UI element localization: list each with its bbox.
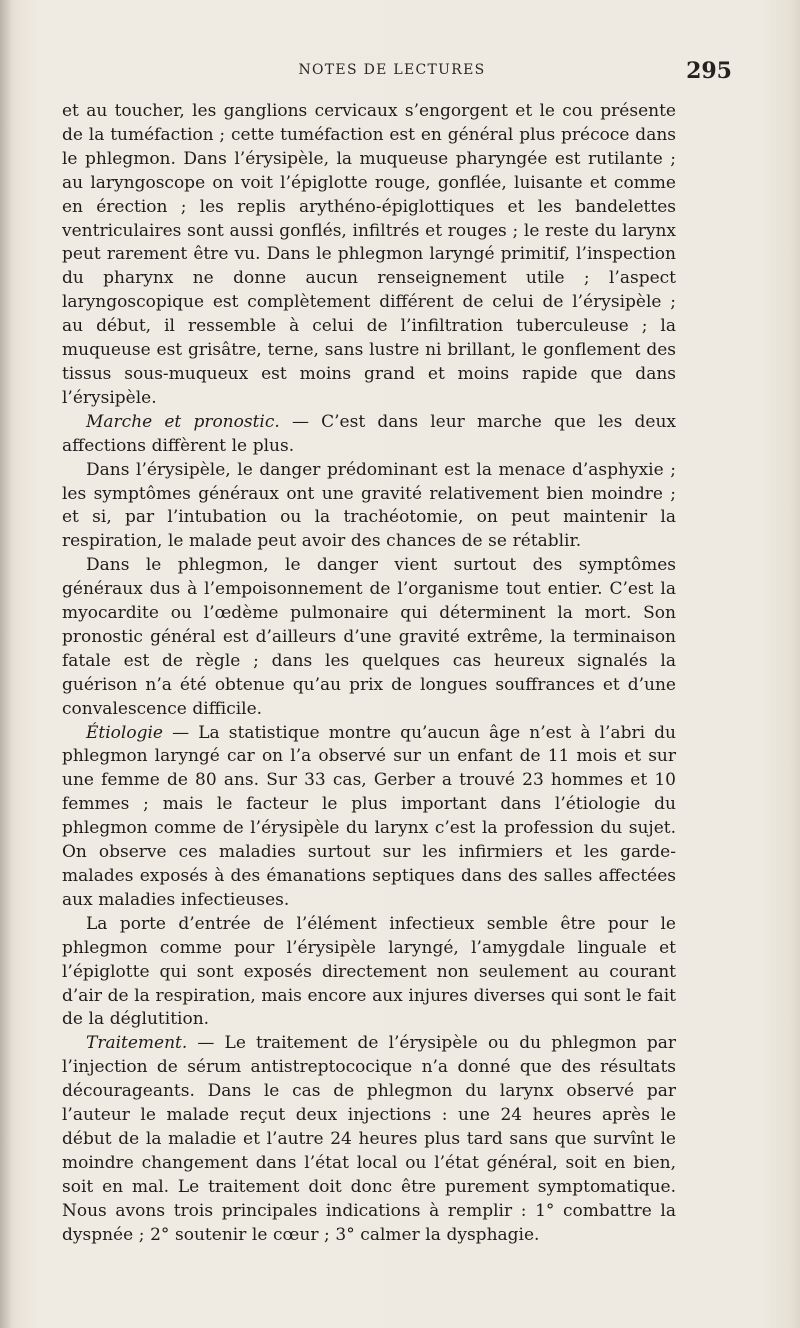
paragraph-marche-pronostic — [62, 411, 676, 459]
paragraph-erysipele-danger — [62, 459, 676, 555]
section-heading-traitement: Traitement. — [86, 1033, 188, 1054]
running-head — [52, 58, 732, 86]
body-text — [62, 100, 676, 1248]
paragraph-traitement — [62, 1032, 676, 1247]
running-title: NOTES DE LECTURES — [298, 62, 486, 78]
paragraph-text: Dans l’érysipèle, le danger prédominant est la menace d’asphyxie ; les symptômes généraux ont une gravité relativement bien moindre ; et si, par l’intubation ou la trachéotomie, on peut maintenir la respiration, le malade peut avoir des chances de se rétablir. — [62, 459, 676, 552]
paragraph-text: La porte d’entrée de l’élément infectieux semble être pour le phlegmon comme pour l’érysipèle laryngé, l’amygdale linguale et l’épiglotte qui sont exposés directement non seulement au courant d’air de la respiration, mais encore aux injures diverses qui sont le fait de la déglutition. — [62, 913, 676, 1030]
page-number: 295 — [686, 58, 732, 84]
paragraph-etiologie — [62, 722, 676, 913]
paragraph-comparison — [62, 100, 676, 411]
paragraph-text: — La statistique montre qu’aucun âge n’est à l’abri du phlegmon laryngé car on l’a observé sur un enfant de 11 mois et sur une femme de 80 ans. Sur 33 cas, Gerber a trouvé 23 hommes et 10 femmes ; mais le facteur le plus important dans l’étiologie du phlegmon comme de l’érysipèle du larynx c’est la profession du sujet. On observe ces maladies surtout sur les infirmiers et les garde-malades exposés à des émanations septiques dans des salles affectées aux maladies infectieuses. — [62, 722, 676, 910]
section-heading-etiologie: Étiologie — [86, 722, 163, 743]
paragraph-porte-entree — [62, 913, 676, 1033]
page-gutter-shadow — [0, 0, 12, 1328]
section-heading-marche-pronostic: Marche et pronostic. — [86, 411, 280, 432]
paragraph-text: Dans le phlegmon, le danger vient surtout des symptômes généraux dus à l’empoisonnement de l’organisme tout entier. C’est la myocardite ou l’œdème pulmonaire qui déterminent la mort. Son pronostic général est d’ailleurs d’une gravité extrême, la terminaison fatale est de règle ; dans les quelques cas heureux signalés la guérison n’a été obtenue qu’au prix de longues souffrances et d’une convalescence difficile. — [62, 555, 676, 719]
paragraph-text: — Le traitement de l’érysipèle ou du phlegmon par l’injection de sérum antistreptococique n’a donné que des résultats décourageants. Dans le cas de phlegmon du larynx observé par l’auteur le malade reçut deux injections : une 24 heures après le début de la maladie et l’autre 24 heures plus tard sans que survînt le moindre changement dans l’état local ou l’état général, soit en bien, soit en mal. Le traitement doit donc être purement symptomatique. Nous avons trois principales indications à remplir : 1° combattre la dyspnée ; 2° soutenir le cœur ; 3° calmer la dysphagie. — [62, 1033, 676, 1245]
paragraph-phlegmon-danger — [62, 554, 676, 721]
paragraph-text: — C’est dans leur marche que les deux affections diffèrent le plus. — [62, 411, 676, 456]
paragraph-text: et au toucher, les ganglions cervicaux s’engorgent et le cou présente de la tuméfaction ; cette tuméfaction est en général plus précoce dans le phlegmon. Dans l’érysipèle, la muqueuse pharyngée est rutilante ; au laryngoscope on voit l’épiglotte rouge, gonflée, luisante et comme en érection ; les replis arythéno-épiglottiques et les bandelettes ventriculaires sont aussi gonflés, infiltrés et rouges ; le reste du larynx peut rarement être vu. Dans le phlegmon laryngé primitif, l’inspection du pharynx ne donne aucun renseignement utile ; l’aspect laryngoscopique est complètement différent de celui de l’érysipèle ; au début, il ressemble à celui de l’infiltration tuberculeuse ; la muqueuse est grisâtre, terne, sans lustre ni brillant, le gonflement des tissus sous-muqueux est moins grand et moins rapide que dans l’érysipèle. — [62, 101, 676, 408]
